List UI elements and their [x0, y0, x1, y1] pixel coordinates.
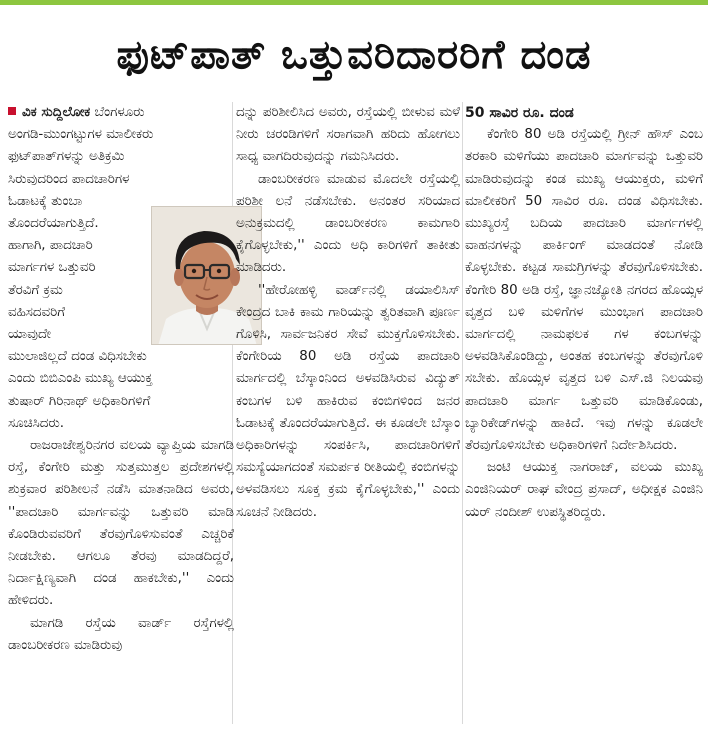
byline	[8, 102, 234, 124]
text-line: ವಹಿಸದವರಿಗೆ	[8, 304, 66, 320]
text-line: ಎಂದು ಬಿಬಿಎಂಪಿ ಮುಖ್ಯ ಆಯುಕ್ತ	[8, 371, 153, 387]
article-headline: ಫುಟ್‌ಪಾತ್ ಒತ್ತುವರಿದಾರರಿಗೆ ದಂಡ	[116, 32, 592, 78]
text-line: ಮುಲಾಜಿಲ್ಲದೆ ದಂಡ ವಿಧಿಸಬೇಕು	[8, 349, 147, 365]
column1-paragraph-3: ಮಾಗಡಿ ರಸ್ತೆಯ ವಾರ್ಡ್ ರಸ್ತೆಗಳಲ್ಲಿ ಡಾಂಬರೀಕರಣ ಮಾಡಿರುವು	[8, 615, 234, 653]
byline-marker-icon	[8, 107, 16, 115]
article-column-1	[8, 102, 234, 657]
column3-paragraph-2: ಜಂಟಿ ಆಯುಕ್ತ ನಾಗರಾಜ್, ವಲಯ ಮುಖ್ಯ ಎಂಜಿನಿಯರ್ ರಾಘ ವೇಂದ್ರ ಪ್ರಸಾದ್, ಅಧೀಕ್ಷಕ ಎಂಜಿನಿ ಯರ್ ನಂದೀಶ್ ಉಪಸ್ಥಿತರಿದ್ದರು.	[465, 460, 703, 520]
byline-source: ವಿಕ ಸುದ್ದಿಲೋಕ	[22, 105, 91, 120]
text-line: ಯಾವುದೇ	[8, 327, 52, 343]
text-line: ತೊಂದರೆಯಾಗುತ್ತಿದೆ.	[8, 216, 99, 232]
text-line: ಸೂಚಿಸಿದರು.	[8, 415, 65, 431]
text-line: ಫುಟ್‌ಪಾತ್‌ಗಳನ್ನು ಅತಿಕ್ರಮಿ	[8, 149, 125, 165]
column2-paragraph-2: ಡಾಂಬರೀಕರಣ ಮಾಡುವ ಮೊದಲೇ ರಸ್ತೆಯಲ್ಲಿ ಪರಿಶೀ ಲನೆ ನಡೆಸಬೇಕು. ಅನಂತರ ಸರಿಯಾದ ಅನುಕ್ರಮದಲ್ಲಿ ಡಾಂಬರೀಕರಣ ಕಾಮಗಾರಿ ಕೈಗೊಳ್ಳಬೇಕು,'' ಎಂದು ಅಧಿ ಕಾರಿಗಳಿಗೆ ತಾಕೀತು ಮಾಡಿದರು.	[236, 171, 460, 276]
text-line: ಓಡಾಟಕ್ಕೆ ತುಂಬಾ	[8, 193, 83, 209]
column1-paragraph-2: ರಾಜರಾಜೇಶ್ವರಿನಗರ ವಲಯ ವ್ಯಾಪ್ತಿಯ ಮಾಗಡಿ ರಸ್ತೆ, ಕೆಂಗೇರಿ ಮತ್ತು ಸುತ್ತಮುತ್ತಲ ಪ್ರದೇಶಗಳಲ್ಲಿ ಶುಕ್ರವಾರ ಪರಿಶೀಲನೆ ನಡೆಸಿ ಮಾತನಾಡಿದ ಅವರು, ''ಪಾದಚಾರಿ ಮಾರ್ಗವನ್ನು ಒತ್ತುವರಿ ಮಾಡಿ ಕೊಂಡಿರುವವರಿಗೆ ತೆರವುಗೊಳಿಸುವಂತೆ ಎಚ್ಚರಿಕೆ ನೀಡಬೇಕು. ಆಗಲೂ ತೆರವು ಮಾಡದಿದ್ದರೆ, ನಿರ್ದಾಕ್ಷಿಣ್ಯವಾಗಿ ದಂಡ ಹಾಕಬೇಕು,'' ಎಂದು ಹೇಳಿದರು.	[8, 438, 234, 609]
article-column-2	[236, 102, 460, 524]
text-line: ಮಾರ್ಗಗಳ ಒತ್ತುವರಿ	[8, 260, 96, 276]
column2-paragraph-1: ದನ್ನು ಪರಿಶೀಲಿಸಿದ ಅವರು, ರಸ್ತೆಯಲ್ಲಿ ಬೀಳುವ ಮಳೆ ನೀರು ಚರಂಡಿಗಳಿಗೆ ಸರಾಗವಾಗಿ ಹರಿದು ಹೋಗಲು ಸಾಧ್ಯ ವಾಗದಿರುವುದನ್ನು ಗಮನಿಸಿದರು.	[236, 105, 460, 165]
text-line: ತೆರವಿಗೆ ಕ್ರಮ	[8, 282, 63, 298]
column3-paragraph-1: ಕೆಂಗೇರಿ 80 ಅಡಿ ರಸ್ತೆಯಲ್ಲಿ ಗ್ರೀನ್ ಹೌಸ್ ಎಂಬ ತರಕಾರಿ ಮಳಿಗೆಯು ಪಾದಚಾರಿ ಮಾರ್ಗವನ್ನು ಒತ್ತುವರಿ ಮಾಡಿರುವುದನ್ನು ಕಂಡ ಮುಖ್ಯ ಆಯುಕ್ತರು, ಮಳಿಗೆ ಮಾಲೀಕರಿಗೆ 50 ಸಾವಿರ ರೂ. ದಂಡ ವಿಧಿಸಬೇಕು. ಮುಖ್ಯರಸ್ತೆ ಬದಿಯ ಪಾದಚಾರಿ ಮಾರ್ಗಗಳಲ್ಲಿ ವಾಹನಗಳನ್ನು ಪಾರ್ಕಿಂಗ್ ಮಾಡದಂತೆ ನೋಡಿ ಕೊಳ್ಳಬೇಕು. ಕಟ್ಟಡ ಸಾಮಗ್ರಿಗಳನ್ನು ತೆರವುಗೊಳಿಸಬೇಕು. ಕೆಂಗೇರಿ 80 ಅಡಿ ರಸ್ತೆ, ಜ್ಞಾನಜ್ಯೋತಿ ನಗರದ ಹೊಯ್ಸಳ ವೃತ್ತದ ಬಳಿ ಮಳಿಗೆಗಳ ಮುಂಭಾಗ ಪಾದಚಾರಿ ಮಾರ್ಗದಲ್ಲಿ ನಾಮಫಲಕ ಗಳ ಕಂಬಗಳನ್ನು ಅಳವಡಿಸಿಕೊಂಡಿದ್ದು, ಅಂತಹ ಕಂಬಗಳನ್ನು ತೆರವುಗೊಳಿ ಸಬೇಕು. ಹೊಯ್ಸಳ ವೃತ್ತದ ಬಳಿ ಎಸ್.ಜಿ ನಿಲಯವು ಪಾದಚಾರಿ ಮಾರ್ಗ ಒತ್ತುವರಿ ಮಾಡಿಕೊಂಡು, ಬ್ಯಾರಿಕೇಡ್‌ಗಳನ್ನು ಹಾಕಿದೆ. ಇವು ಗಳನ್ನು ಕೂಡಲೇ ತೆರವುಗೊಳಿಸಬೇಕು ಅಧಿಕಾರಿಗಳಿಗೆ ನಿರ್ದೇಶಿಸಿದರು.	[465, 127, 703, 454]
subheading: 50 ಸಾವಿರ ರೂ. ದಂಡ	[465, 105, 574, 121]
byline-city: ಬೆಂಗಳೂರು	[94, 105, 145, 120]
text-line: ಅಂಗಡಿ-ಮುಂಗಟ್ಟುಗಳ ಮಾಲೀಕರು	[8, 127, 154, 143]
column2-paragraph-3: ''ಹೇರೋಹಳ್ಳಿ ವಾರ್ಡ್‌ನಲ್ಲಿ ಡಯಾಲಿಸಿಸ್ ಕೇಂದ್ರದ ಬಾಕಿ ಕಾಮ ಗಾರಿಯನ್ನು ತ್ವರಿತವಾಗಿ ಪೂರ್ಣ ಗೊಳಿಸಿ, ಸಾರ್ವಜನಿಕರ ಸೇವೆ ಮುಕ್ತಗೊಳಿಸಬೇಕು. ಕೆಂಗೇರಿಯ 80 ಅಡಿ ರಸ್ತೆಯ ಪಾದಚಾರಿ ಮಾರ್ಗದಲ್ಲಿ ಬೆಸ್ಕಾಂನಿಂದ ಅಳವಡಿಸಿರುವ ವಿದ್ಯುತ್ ಕಂಬಗಳ ಬಳಿ ಹಾಕಿರುವ ಕಂಬಿಗಳಿಂದ ಜನರ ಓಡಾಟಕ್ಕೆ ತೊಂದರೆಯಾಗುತ್ತಿದೆ. ಈ ಕೂಡಲೇ ಬೆಸ್ಕಾಂ ಅಧಿಕಾರಿಗಳನ್ನು ಸಂಪರ್ಕಿಸಿ, ಪಾದಚಾರಿಗಳಿಗೆ ಸಮಸ್ಯೆಯಾಗದಂತೆ ಸಮರ್ಪಕ ರೀತಿಯಲ್ಲಿ ಕಂಬಿಗಳನ್ನು ಅಳವಡಿಸಲು ಸೂಕ್ತ ಕ್ರಮ ಕೈಗೊಳ್ಳಬೇಕು,'' ಎಂದು ಸೂಚನೆ ನೀಡಿದರು.	[236, 282, 460, 520]
top-accent-rule	[0, 0, 708, 5]
text-line: ತುಷಾರ್ ಗಿರಿನಾಥ್ ಅಧಿಕಾರಿಗಳಿಗೆ	[8, 393, 151, 409]
column-divider	[462, 102, 463, 724]
text-line: ಹಾಗಾಗಿ, ಪಾದಚಾರಿ	[8, 238, 93, 254]
article-column-3	[465, 102, 703, 524]
text-line: ಸಿರುವುದರಿಂದ ಪಾದಚಾರಿಗಳ	[8, 171, 130, 187]
